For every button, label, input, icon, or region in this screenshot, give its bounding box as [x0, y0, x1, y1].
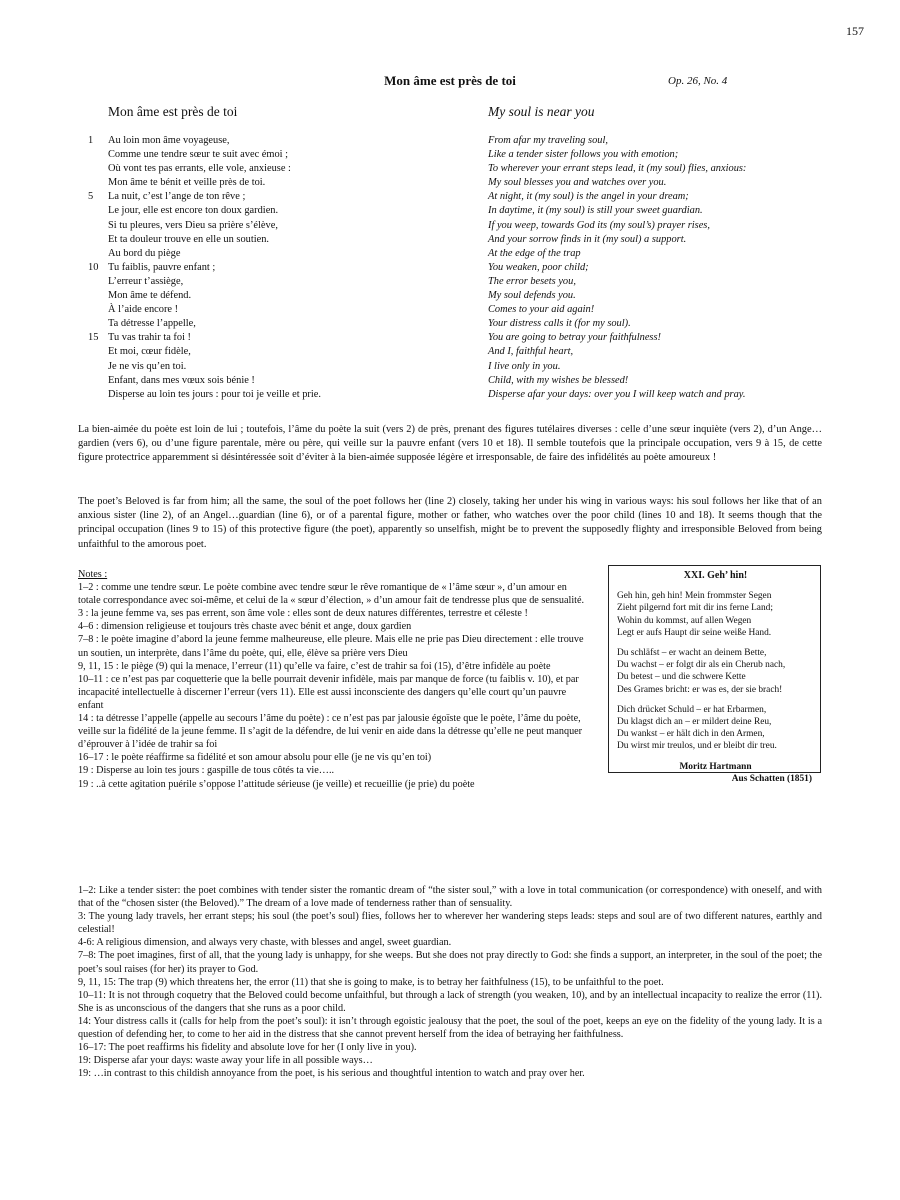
poem-english-line: In daytime, it (my soul) is still your sweet guardian.: [488, 205, 703, 217]
line-number: [88, 303, 108, 317]
line-text: À l’aide encore !: [108, 304, 179, 316]
poem-english-line: I live only in you.: [488, 360, 561, 372]
poem-english-line: My soul defends you.: [488, 290, 576, 302]
german-poem-title: XXI. Geh’ hin!: [683, 570, 748, 581]
poem-english-line: You are going to betray your faithfulness!: [488, 332, 661, 344]
poem-english-line: Disperse afar your days: over you I will keep watch and pray.: [488, 388, 746, 400]
german-line: Zieht pilgernd fort mit dir ins ferne Land;: [617, 603, 773, 614]
poem-french-line: [88, 261, 478, 275]
note-english: 16–17: The poet reaffirms his fidelity and absolute love for her (I only live in you).: [78, 1042, 417, 1054]
notes-english: [78, 884, 822, 1080]
poem-english-line: To wherever your errant steps lead, it (my soul) flies, anxious:: [488, 163, 747, 175]
song-title: Mon âme est près de toi: [384, 73, 516, 88]
line-text: Tu vas trahir ta foi !: [108, 332, 192, 344]
poem-english-line: At night, it (my soul) is the angel in your dream;: [488, 191, 689, 203]
note-english: 1–2: Like a tender sister: the poet combines with tender sister the romantic dream of “the sister soul,” with a love in total communication (or correspondence) with oneself, and with that of the “chosen sister (the Beloved).” The dream of a love made of tenderness rather than of sensuality.: [78, 885, 822, 910]
german-stanza: [617, 590, 814, 639]
note-english: 19: Disperse afar your days: waste away your life in all possible ways…: [78, 1055, 373, 1067]
line-text: Le jour, elle est encore ton doux gardien.: [108, 205, 279, 217]
poem-french-line: [88, 331, 478, 345]
german-line: Du wirst mir treulos, und er bleibt dir treu.: [617, 741, 777, 752]
line-text: L’erreur t’assiège,: [108, 275, 184, 287]
line-text: Ta détresse l’appelle,: [108, 318, 196, 330]
poem-french: [88, 134, 478, 402]
poem-french-line: [88, 219, 478, 233]
note-english: 19: …in contrast to this childish annoyance from the poet, is his serious and thoughtful intention to watch and pray over her.: [78, 1068, 585, 1080]
line-text: Enfant, dans mes vœux sois bénie !: [108, 374, 255, 386]
opus-number: Op. 26, No. 4: [668, 75, 728, 87]
poem-english-line: Like a tender sister follows you with emotion;: [488, 149, 679, 161]
german-line: Legt er aufs Haupt dir seine weiße Hand.: [617, 627, 772, 638]
poem-french-line: [88, 134, 478, 148]
poem-french-line: [88, 176, 478, 190]
note-french: 3 : la jeune femme va, ses pas errent, son âme vole : elles sont de deux natures différentes, terrestre et céleste !: [78, 608, 528, 620]
note-french: 19 : Disperse au loin tes jours : gaspille de tous côtés ta vie…..: [78, 765, 335, 777]
line-number: 1: [88, 135, 94, 146]
line-text: Au bord du piège: [108, 247, 181, 259]
poem-english-line: The error besets you,: [488, 275, 576, 287]
note-french: 7–8 : le poète imagine d’abord la jeune femme malheureuse, elle pleure. Mais elle ne prie pas Dieu directement : elle trouve un soutien, un interprète, dans l’âme du poète, qui, elle, élève sa prière vers Dieu: [78, 634, 584, 659]
line-number: [88, 345, 108, 359]
line-number: [88, 148, 108, 162]
note-english: 4-6: A religious dimension, and always very chaste, with blesses and angel, sweet guardian.: [78, 937, 452, 949]
line-number: [88, 317, 108, 331]
line-text: Je ne vis qu’en toi.: [108, 360, 187, 372]
line-text: Mon âme te bénit et veille près de toi.: [108, 177, 266, 189]
notes-french: [78, 568, 590, 791]
poem-english-line: You weaken, poor child;: [488, 261, 589, 273]
poem-english-line: If you weep, towards God its (my soul’s) prayer rises,: [488, 219, 710, 231]
notes-heading: Notes :: [78, 569, 108, 580]
english-heading: My soul is near you: [488, 104, 595, 119]
german-line: Du klagst dich an – er mildert deine Reu,: [617, 717, 772, 728]
line-text: Mon âme te défend.: [108, 290, 192, 302]
line-number: 10: [88, 261, 99, 273]
poem-french-line: [88, 233, 478, 247]
line-number: [88, 388, 108, 402]
line-text: Si tu pleures, vers Dieu sa prière s’élève,: [108, 219, 278, 231]
line-number: 15: [88, 332, 99, 344]
line-number: [88, 204, 108, 218]
german-poem-source: Aus Schatten (1851): [731, 773, 812, 784]
line-number: [88, 219, 108, 233]
poem-french-line: [88, 289, 478, 303]
line-text: Au loin mon âme voyageuse,: [108, 135, 230, 146]
note-french: 9, 11, 15 : le piège (9) qui la menace, l’erreur (11) qu’elle va faire, c’est de trahir sa foi (15), d’être infidèle au poète: [78, 660, 551, 672]
french-heading: Mon âme est près de toi: [108, 104, 238, 119]
note-french: 19 : ..à cette agitation puérile s’oppose l’attitude sérieuse (je veille) et recueillie (je prie) du poète: [78, 778, 475, 790]
poem-french-line: [88, 148, 478, 162]
german-line: Du wankst – er hält dich in den Armen,: [617, 729, 765, 740]
line-text: La nuit, c’est l’ange de ton rêve ;: [108, 191, 246, 203]
line-number: [88, 176, 108, 190]
note-english: 10–11: It is not through coquetry that the Beloved could become unfaithful, but through a lack of strength (you weaken, 10), and by an intellectual incapacity to realize the error (11). She is as unconscious of the dangers that she runs as a poor child.: [78, 989, 822, 1014]
german-line: Du betest – und die schwere Kette: [617, 672, 746, 683]
poem-english-line: My soul blesses you and watches over you.: [488, 177, 667, 189]
poem-french-line: [88, 204, 478, 218]
line-text: Disperse au loin tes jours : pour toi je veille et prie.: [108, 388, 321, 400]
german-poem-author: Moritz Hartmann: [679, 761, 752, 772]
line-number: [88, 360, 108, 374]
poem-english-line: Child, with my wishes be blessed!: [488, 374, 629, 386]
line-number: [88, 162, 108, 176]
poem-french-line: [88, 388, 478, 402]
poem-english-line: And your sorrow finds in it (my soul) a support.: [488, 233, 687, 245]
line-number: [88, 374, 108, 388]
poem-french-line: [88, 162, 478, 176]
poem-french-line: [88, 317, 478, 331]
poem-english-line: Comes to your aid again!: [488, 304, 595, 316]
poem-french-line: [88, 303, 478, 317]
line-number: [88, 247, 108, 261]
note-french: 4–6 : dimension religieuse et toujours très chaste avec bénit et ange, doux gardien: [78, 621, 412, 633]
german-line: Des Grames bricht: er was es, der sie brach!: [617, 684, 783, 695]
german-poem-box: [608, 565, 821, 784]
note-french: 10–11 : ce n’est pas par coquetterie que la belle pourrait devenir infidèle, mais par manque de force (tu faiblis v. 10), et par incapacité intellectuelle à discerner l’erreur (vers 11). Elle est aussi inconsciente des dangers qu’elle court qu’un pauvre enfant: [78, 673, 579, 711]
line-text: Et moi, cœur fidèle,: [108, 346, 191, 358]
poem-french-line: [88, 345, 478, 359]
line-text: Où vont tes pas errants, elle vole, anxieuse :: [108, 163, 291, 175]
line-number: 5: [88, 191, 94, 203]
german-line: Dich drücket Schuld – er hat Erbarmen,: [617, 704, 767, 715]
line-number: [88, 275, 108, 289]
poem-french-line: [88, 190, 478, 204]
poem-english-line: From afar my traveling soul,: [488, 135, 608, 146]
poem-english: [488, 134, 888, 402]
german-line: Geh hin, geh hin! Mein frommster Segen: [617, 591, 772, 602]
german-line: Du wachst – er folgt dir als ein Cherub nach,: [617, 660, 786, 671]
poem-english-line: At the edge of the trap: [488, 247, 581, 259]
line-text: Comme une tendre sœur te suit avec émoi ;: [108, 149, 289, 161]
german-stanza: [617, 704, 814, 753]
commentary-french: La bien-aimée du poète est loin de lui ; toutefois, l’âme du poète la suit (vers 2) de près, prenant des figures tutélaires diverses : celle d’une sœur inquiète (vers 2), d’un Ange… gardien (vers 6), ou d’une figure parentale, mère ou père, qui veille sur la pauvre enfant (vers 10 et 18). Il semble toutefois que la principale occupation, vers 9 à 15, de cette figure protectrice apparemment si désintéressée soit d’éviter à la bien-aimée supposée légère et irresponsable, de faire des infidélités au poète amoureux !: [78, 424, 822, 464]
note-french: 14 : ta détresse l’appelle (appelle au secours l’âme du poète) : ce n’est pas par jalousie égoïste que le poète, l’âme du poète, veille sur la fidélité de la jeune femme. Il s’agit de la défendre, de lui venir en aide dans la détresse qu’elle ne peut manquer d’éprouver à l’idée de trahir sa foi: [78, 713, 583, 751]
note-english: 14: Your distress calls it (calls for help from the poet’s soul): it isn’t through egoistic jealousy that the poet, the soul of the poet, keeps an eye on the fidelity of the young lady. It is a question of defending her, to come to her aid in the distress that she cannot prevent herself from the idea of betraying her faithfulness.: [78, 1015, 822, 1041]
poem-french-line: [88, 360, 478, 374]
poem-english-line: And I, faithful heart,: [488, 346, 574, 358]
note-english: 3: The young lady travels, her errant steps; his soul (the poet’s soul) flies, follows her to wherever her wandering steps leads: steps and soul are of two different natures, earthly and celestial!: [78, 911, 822, 936]
poem-french-line: [88, 247, 478, 261]
german-stanza: [617, 647, 814, 696]
poem-french-line: [88, 374, 478, 388]
page-number: 157: [846, 24, 864, 38]
note-english: 7–8: The poet imagines, first of all, that the young lady is unhappy, for she weeps. But she does not pray directly to God: she finds a support, an interpreter, in the soul of the poet; the poet’s soul raises (for her) its prayer to God.: [78, 950, 822, 975]
note-french: 16–17 : le poète réaffirme sa fidélité et son amour absolu pour elle (je ne vis qu’en toi): [78, 752, 432, 764]
german-line: Du schläfst – er wacht an deinem Bette,: [617, 648, 767, 659]
line-number: [88, 289, 108, 303]
commentary-english: The poet’s Beloved is far from him; all the same, the soul of the poet follows her (line 2) closely, taking her under his wing in various ways: his soul follows her like that of an anxious sister (line 2), of an Angel…guardian (line 6), or of a parental figure, mother or father, who watches over the poor child (lines 10 and 18). It seems though that the principal occupation (lines 9 to 15) of this protective figure (the poet), apparently so unselfish, might be to prevent the supposedly flighty and irresponsible Beloved from being unfaithful to the amorous poet.: [78, 496, 822, 550]
note-french: 1–2 : comme une tendre sœur. Le poète combine avec tendre sœur le rêve romantique de « l’âme sœur », d’un amour en totale correspondance avec soi-même, et celui de la « sœur d’élection, » d’un amour fait de tendresse plus que de sensualité.: [78, 582, 585, 607]
line-text: Et ta douleur trouve en elle un soutien.: [108, 233, 270, 245]
poem-english-line: Your distress calls it (for my soul).: [488, 318, 631, 330]
line-text: Tu faiblis, pauvre enfant ;: [108, 261, 216, 273]
note-english: 9, 11, 15: The trap (9) which threatens her, the error (11) that she is going to make, is to betray her faithfulness (15), to be unfaithful to the poet.: [78, 976, 664, 988]
poem-french-line: [88, 275, 478, 289]
german-line: Wohin du kommst, auf allen Wegen: [617, 615, 752, 626]
line-number: [88, 233, 108, 247]
